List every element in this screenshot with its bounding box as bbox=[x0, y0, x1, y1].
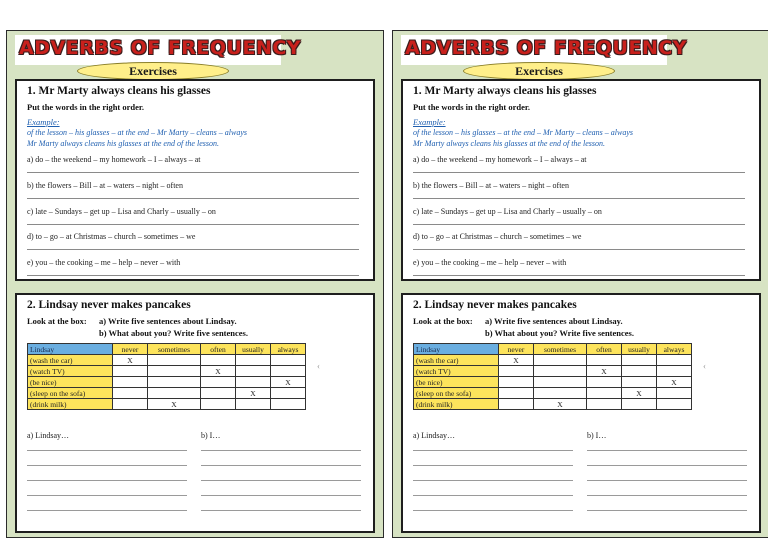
exercises-label: Exercises bbox=[463, 62, 615, 80]
table-header-always: always bbox=[657, 344, 692, 355]
table-row bbox=[28, 377, 306, 388]
table-cell bbox=[657, 355, 692, 366]
table-cell bbox=[148, 377, 201, 388]
exercises-label: Exercises bbox=[77, 62, 229, 80]
worksheet-page-right bbox=[392, 30, 768, 538]
table-cell bbox=[534, 355, 587, 366]
table-cell: X bbox=[148, 399, 201, 410]
exercise-item-b: b) the flowers – Bill – at – waters – night – often bbox=[413, 181, 569, 190]
table-header-sometimes: sometimes bbox=[148, 344, 201, 355]
table-row bbox=[414, 355, 692, 366]
table-cell bbox=[236, 377, 271, 388]
example-words: of the lesson – his glasses – at the end – Mr Marty – cleans – always bbox=[27, 128, 247, 137]
answer-line[interactable] bbox=[413, 465, 573, 466]
answer-line[interactable] bbox=[27, 198, 359, 199]
table-cell bbox=[499, 388, 534, 399]
table-header-always: always bbox=[271, 344, 306, 355]
table-cell: X bbox=[587, 366, 622, 377]
table-row bbox=[414, 377, 692, 388]
exercise-item-d: d) to – go – at Christmas – church – sometimes – we bbox=[413, 232, 582, 241]
answer-line[interactable] bbox=[413, 198, 745, 199]
table-cell: X bbox=[271, 377, 306, 388]
exercise-1-instruction: Put the words in the right order. bbox=[413, 102, 531, 112]
table-cell bbox=[534, 366, 587, 377]
table-cell bbox=[201, 355, 236, 366]
activity-label: (wash the car) bbox=[414, 355, 499, 366]
table-row bbox=[28, 399, 306, 410]
exercise-1-heading: 1. Mr Marty always cleans his glasses bbox=[27, 85, 211, 97]
table-cell bbox=[499, 377, 534, 388]
answer-line[interactable] bbox=[413, 275, 745, 276]
scroll-marker-icon: ‹ bbox=[317, 361, 320, 371]
answer-line[interactable] bbox=[587, 480, 747, 481]
table-cell bbox=[113, 388, 148, 399]
table-cell bbox=[201, 399, 236, 410]
table-cell bbox=[657, 366, 692, 377]
table-cell bbox=[113, 399, 148, 410]
table-row bbox=[28, 388, 306, 399]
answer-line[interactable] bbox=[27, 275, 359, 276]
table-header-never: never bbox=[113, 344, 148, 355]
answer-line[interactable] bbox=[27, 495, 187, 496]
answer-line[interactable] bbox=[413, 495, 573, 496]
exercise-1-panel bbox=[15, 79, 375, 281]
table-cell bbox=[113, 366, 148, 377]
table-cell bbox=[622, 377, 657, 388]
table-cell bbox=[236, 366, 271, 377]
activity-label: (be nice) bbox=[28, 377, 113, 388]
table-row bbox=[28, 366, 306, 377]
task-b: b) What about you? Write five sentences. bbox=[99, 328, 248, 338]
look-at-box-label: Look at the box: bbox=[27, 316, 87, 326]
table-cell: X bbox=[534, 399, 587, 410]
table-cell: X bbox=[236, 388, 271, 399]
exercise-2-heading: 2. Lindsay never makes pancakes bbox=[27, 299, 191, 311]
table-row bbox=[414, 399, 692, 410]
exercise-item-c: c) late – Sundays – get up – Lisa and Charly – usually – on bbox=[27, 207, 216, 216]
look-at-box-label: Look at the box: bbox=[413, 316, 473, 326]
exercise-2-heading: 2. Lindsay never makes pancakes bbox=[413, 299, 577, 311]
table-cell bbox=[113, 377, 148, 388]
table-cell bbox=[271, 366, 306, 377]
table-cell: X bbox=[622, 388, 657, 399]
activity-label: (be nice) bbox=[414, 377, 499, 388]
table-cell bbox=[657, 399, 692, 410]
table-cell bbox=[271, 399, 306, 410]
answer-line[interactable] bbox=[413, 510, 573, 511]
exercise-1-instruction: Put the words in the right order. bbox=[27, 102, 145, 112]
table-header-sometimes: sometimes bbox=[534, 344, 587, 355]
table-cell bbox=[587, 399, 622, 410]
example-answer: Mr Marty always cleans his glasses at the end of the lesson. bbox=[413, 139, 605, 148]
exercise-item-d: d) to – go – at Christmas – church – sometimes – we bbox=[27, 232, 196, 241]
answer-line[interactable] bbox=[413, 480, 573, 481]
answer-line[interactable] bbox=[587, 510, 747, 511]
answer-a-label: a) Lindsay… bbox=[413, 431, 455, 440]
table-cell bbox=[534, 377, 587, 388]
task-a: a) Write five sentences about Lindsay. bbox=[99, 316, 237, 326]
table-cell bbox=[587, 388, 622, 399]
table-cell bbox=[534, 388, 587, 399]
answer-line[interactable] bbox=[201, 495, 361, 496]
table-header-usually: usually bbox=[236, 344, 271, 355]
answer-line[interactable] bbox=[27, 510, 187, 511]
answer-line[interactable] bbox=[27, 450, 187, 451]
answer-line[interactable] bbox=[413, 224, 745, 225]
table-cell bbox=[499, 399, 534, 410]
table-cell: X bbox=[201, 366, 236, 377]
exercise-item-e: e) you – the cooking – me – help – never – with bbox=[413, 258, 567, 267]
answer-line[interactable] bbox=[587, 450, 747, 451]
activity-label: (watch TV) bbox=[414, 366, 499, 377]
worksheet-title: ADVERBS OF FREQUENCY bbox=[19, 37, 302, 59]
answer-line[interactable] bbox=[201, 465, 361, 466]
answer-line[interactable] bbox=[27, 465, 187, 466]
frequency-table bbox=[413, 343, 692, 410]
table-cell bbox=[587, 355, 622, 366]
answer-line[interactable] bbox=[27, 480, 187, 481]
answer-a-label: a) Lindsay… bbox=[27, 431, 69, 440]
table-row bbox=[414, 388, 692, 399]
example-label: Example: bbox=[27, 117, 60, 127]
table-cell bbox=[271, 388, 306, 399]
table-cell bbox=[657, 388, 692, 399]
activity-label: (watch TV) bbox=[28, 366, 113, 377]
exercise-1-heading: 1. Mr Marty always cleans his glasses bbox=[413, 85, 597, 97]
table-cell: X bbox=[657, 377, 692, 388]
example-words: of the lesson – his glasses – at the end – Mr Marty – cleans – always bbox=[413, 128, 633, 137]
answer-b-label: b) I… bbox=[587, 431, 607, 440]
table-header-never: never bbox=[499, 344, 534, 355]
exercise-item-a: a) do – the weekend – my homework – I – always – at bbox=[27, 155, 201, 164]
activity-label: (sleep on the sofa) bbox=[28, 388, 113, 399]
exercise-item-b: b) the flowers – Bill – at – waters – night – often bbox=[27, 181, 183, 190]
answer-line[interactable] bbox=[201, 450, 361, 451]
table-cell bbox=[201, 388, 236, 399]
answer-line[interactable] bbox=[587, 495, 747, 496]
table-header-lindsay: Lindsay bbox=[414, 344, 499, 355]
table-header-lindsay: Lindsay bbox=[28, 344, 113, 355]
answer-b-label: b) I… bbox=[201, 431, 221, 440]
table-cell bbox=[148, 366, 201, 377]
answer-line[interactable] bbox=[201, 510, 361, 511]
answer-line[interactable] bbox=[587, 465, 747, 466]
answer-line[interactable] bbox=[413, 450, 573, 451]
answer-line[interactable] bbox=[413, 249, 745, 250]
table-cell bbox=[499, 366, 534, 377]
table-cell bbox=[148, 355, 201, 366]
exercise-1-panel bbox=[401, 79, 761, 281]
table-cell bbox=[236, 355, 271, 366]
exercise-2-panel bbox=[15, 293, 375, 533]
activity-label: (wash the car) bbox=[28, 355, 113, 366]
answer-line[interactable] bbox=[27, 224, 359, 225]
task-b: b) What about you? Write five sentences. bbox=[485, 328, 634, 338]
table-cell bbox=[622, 399, 657, 410]
table-header-usually: usually bbox=[622, 344, 657, 355]
answer-line[interactable] bbox=[201, 480, 361, 481]
exercise-item-c: c) late – Sundays – get up – Lisa and Charly – usually – on bbox=[413, 207, 602, 216]
table-cell bbox=[271, 355, 306, 366]
worksheet-title: ADVERBS OF FREQUENCY bbox=[405, 37, 688, 59]
activity-label: (sleep on the sofa) bbox=[414, 388, 499, 399]
exercise-item-e: e) you – the cooking – me – help – never – with bbox=[27, 258, 181, 267]
table-cell: X bbox=[113, 355, 148, 366]
example-answer: Mr Marty always cleans his glasses at the end of the lesson. bbox=[27, 139, 219, 148]
frequency-table bbox=[27, 343, 306, 410]
worksheet-page-left bbox=[6, 30, 384, 538]
activity-label: (drink milk) bbox=[414, 399, 499, 410]
table-cell bbox=[622, 355, 657, 366]
table-cell bbox=[148, 388, 201, 399]
exercise-item-a: a) do – the weekend – my homework – I – always – at bbox=[413, 155, 587, 164]
table-cell bbox=[622, 366, 657, 377]
table-header-often: often bbox=[201, 344, 236, 355]
answer-line[interactable] bbox=[27, 172, 359, 173]
scroll-marker-icon: ‹ bbox=[703, 361, 706, 371]
table-row bbox=[28, 355, 306, 366]
table-cell: X bbox=[499, 355, 534, 366]
table-cell bbox=[587, 377, 622, 388]
activity-label: (drink milk) bbox=[28, 399, 113, 410]
table-header-often: often bbox=[587, 344, 622, 355]
table-cell bbox=[236, 399, 271, 410]
table-cell bbox=[201, 377, 236, 388]
exercise-2-panel bbox=[401, 293, 761, 533]
example-label: Example: bbox=[413, 117, 446, 127]
task-a: a) Write five sentences about Lindsay. bbox=[485, 316, 623, 326]
table-row bbox=[414, 366, 692, 377]
answer-line[interactable] bbox=[27, 249, 359, 250]
answer-line[interactable] bbox=[413, 172, 745, 173]
